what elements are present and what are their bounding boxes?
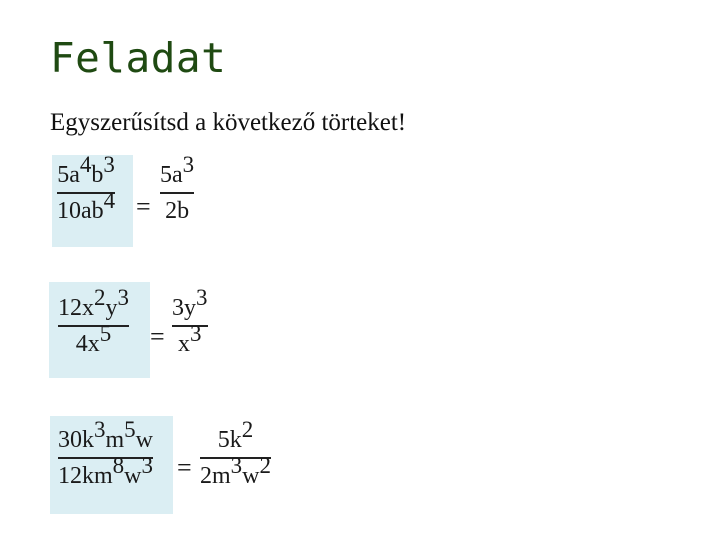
fraction-bar <box>58 457 153 459</box>
equation-1-left-denominator: $10ab^4$ <box>57 188 116 224</box>
fraction-bar <box>58 325 129 327</box>
equation-1-left-fraction <box>57 152 116 224</box>
fraction-bar <box>160 192 194 194</box>
equation-3-left-denominator: $12km^8w^3$ <box>58 453 154 489</box>
equation-2-right-numerator: $3y^3$ <box>172 285 208 321</box>
equation-2-left-denominator: $4x^5$ <box>75 321 112 357</box>
equation-2-right-fraction <box>172 285 208 357</box>
equation-3-right-fraction <box>200 417 272 489</box>
instruction-text: Egyszerűsítsd a következő törteket! <box>50 109 407 136</box>
equation-2-left-fraction <box>58 285 129 357</box>
equation-3-equals: = <box>177 453 192 482</box>
equation-1-right-numerator: $5a^3$ <box>160 152 195 188</box>
equation-2-left-numerator: $12x^2y^3$ <box>58 285 129 321</box>
equation-3-left-fraction <box>58 417 154 489</box>
equation-1-right-denominator: 2b <box>165 198 190 224</box>
equation-1-right-fraction <box>160 152 195 224</box>
equation-2-right-denominator: $x^3$ <box>178 321 202 357</box>
equation-3-right-denominator: $2m^3w^2$ <box>200 453 272 489</box>
equation-3-right-numerator: $5k^2$ <box>217 417 254 453</box>
equation-3-left-numerator: $30k^3m^5w$ <box>58 417 154 453</box>
equation-1-equals: = <box>136 192 151 221</box>
equation-1-left-numerator: $5a^4b^3$ <box>57 152 115 188</box>
slide-title: Feladat <box>50 34 227 82</box>
equation-2-equals: = <box>150 322 165 351</box>
